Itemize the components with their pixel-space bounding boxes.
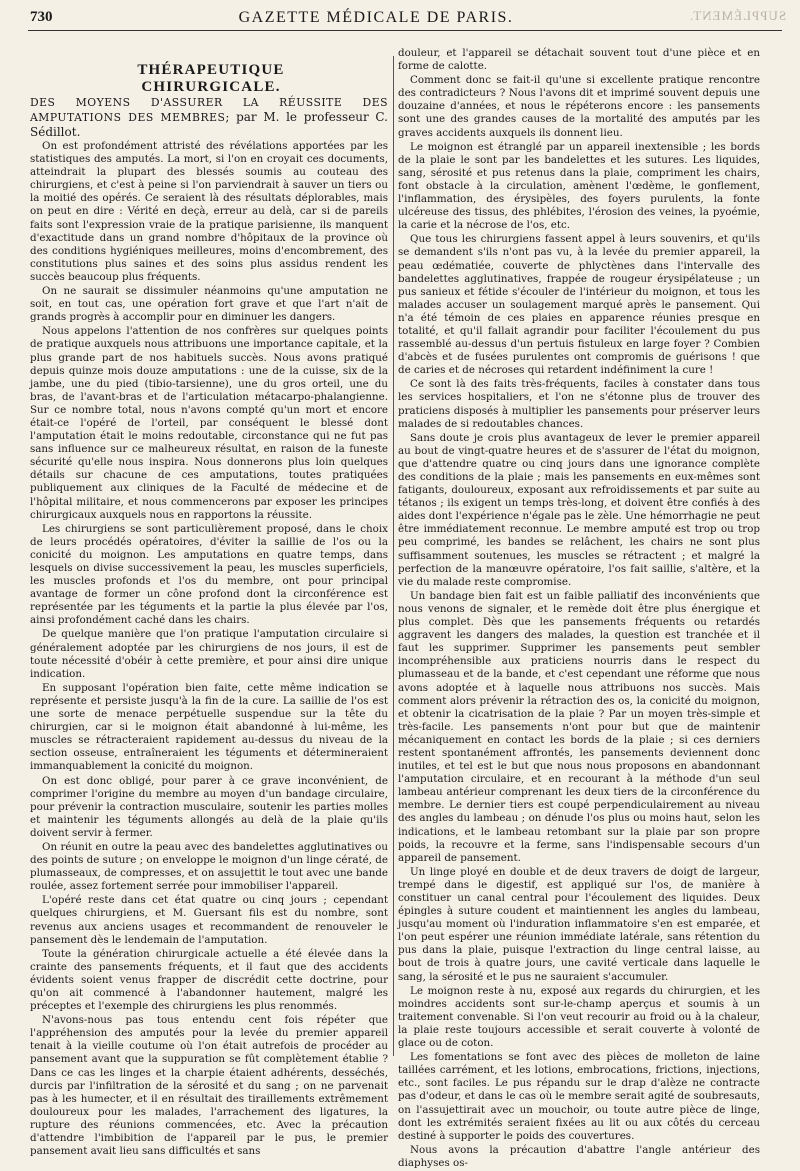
paragraph: Nous avons la précaution d'abattre l'angle antérieur des diaphyses os- [398, 1143, 760, 1169]
right-column [398, 47, 760, 1171]
left-column [30, 140, 388, 1159]
bleed-through-text: SUPPLÉMENT. [688, 8, 786, 23]
page-number: 730 [30, 9, 53, 25]
paragraph: Que tous les chirurgiens fassent appel à leurs souvenirs, et qu'ils se demandent s'ils n'ont pas vu, à la levée du premier appareil, la peau œdématiée, couverte de phlyctènes dans l'intervalle des bandelettes agglutinatives, frappée de rougeur érysipélateuse ; un pus sanieux et fétide s'écouler de l'intérieur du moignon, et tous les malades accuser un soulagement marqué après le pansement. Qui n'a été témoin de ces plaies en apparence réunies presque en totalité, et qu'il fallait agrandir pour faciliter l'écoulement du pus rassemblé au-dessus d'un pertuis fistuleux en large foyer ? Combien d'abcès et de fusées purulentes ont compromis de guérisons ! que de caries et de nécroses qui retardent indéfiniment la cure ! [398, 233, 760, 377]
paragraph: De quelque manière que l'on pratique l'amputation circulaire si généralement adoptée par les chirurgiens de nos jours, il est de toute nécessité d'obéir à cette première, et pour ainsi dire unique indication. [30, 628, 388, 680]
header-rule [28, 30, 782, 31]
paragraph: L'opéré reste dans cet état quatre ou cinq jours ; cependant quelques chirurgiens, et M. Guersant fils est du nombre, sont revenus aux anciens usages et recommandent de renouveler le pansement dès le lendemain de l'amputation. [30, 894, 388, 946]
journal-title: GAZETTE MÉDICALE DE PARIS. [238, 9, 514, 26]
paragraph: Un bandage bien fait est un faible palliatif des inconvénients que nous venons de signaler, et le remède doit être plus énergique et plus complet. Dès que les pansements fréquents ou retardés aggravent les dangers des malades, la question est tranchée et il faut les supprimer. Supprimer les pansements peut sembler incompréhensible aux praticiens nourris dans le respect du plumasseau et de la bande, et c'est cependant une réforme que nous avons adoptée et à laquelle nous attribuons nos succès. Mais comment alors prévenir la rétraction des os, la conicité du moignon, et obtenir la cicatrisation de la plaie ? Par un moyen très-simple et très-facile. Les pansements n'ont pour but que de maintenir mécaniquement en contact les bords de la plaie ; si ces derniers restent spontanément affrontés, les pansements deviennent donc inutiles, et tel est le but que nous nous proposons en abandonnant l'amputation circulaire, et en recourant à la méthode d'un seul lambeau antérieur comprenant les deux tiers de la circonférence du membre. Le dernier tiers est coupé perpendiculairement au niveau des angles du lambeau ; on dénude l'os plus ou moins haut, selon les indications, et le lambeau retombant sur la plaie par son propre poids, la recouvre et la ferme, sans l'indispensable secours d'un appareil de pansement. [398, 589, 760, 864]
paragraph: On est profondément attristé des révélations apportées par les statistiques des amputés. La mort, si l'on en croyait ces documents, atteindrait la plupart des blessés soumis au couteau des chirurgiens, et c'est à peine si l'on parviendrait à sauver un tiers ou la moitié des opérés. Ce seraient là des résultats déplorables, mais on peut en dire : Vérité en deçà, erreur au delà, car si de pareils faits sont l'expression vraie de la pratique parisienne, ils manquent d'exactitude dans un grand nombre d'hôpitaux de la province où des conditions hygiéniques meilleures, moins d'encombrement, des constitutions plus saines et des soins plus assidus rendent les succès beaucoup plus fréquents. [30, 140, 388, 283]
paragraph: En supposant l'opération bien faite, cette même indication se représente et persiste jusqu'à la fin de la cure. La saillie de l'os est une sorte de menace perpétuelle suspendue sur la tête du chirurgien, car si le moignon était abandonné à lui-même, les muscles se rétracteraient rapidement au-dessus du niveau de la section osseuse, entraîneraient les téguments et détermineraient immanquablement la conicité du moignon. [30, 681, 388, 773]
article-title-text: DES MOYENS D'ASSURER LA RÉUSSITE DES AMPUTATIONS DES MEMBRES [30, 96, 388, 124]
section-title: THÉRAPEUTIQUE CHIRURGICALE. [137, 62, 285, 95]
paragraph: Comment donc se fait-il qu'une si excellente pratique rencontre des contradicteurs ? Nous l'avons dit et imprimé souvent depuis une douzaine d'années, et nous le répéterons encore : les pansements sont une des grandes causes de la mortalité des amputés par les graves accidents auxquels ils donnent lieu. [398, 74, 760, 139]
paragraph: N'avons-nous pas tous entendu cent fois répéter que l'appréhension des amputés pour la levée du premier appareil tenait à la vieille coutume où l'on était autrefois de procéder au pansement avant que la suppuration se fût complètement établie ? Dans ce cas les linges et la charpie étaient adhérents, desséchés, durcis par l'infiltration de la sérosité et du sang ; on ne parvenait pas à les humecter, et il en résultait des tiraillements extrêmement douloureux pour les malades, l'arrachement des ligatures, la rupture des réunions commencées, etc. Avec la précaution d'attendre l'imbibition de l'appareil par le pus, le premier pansement avait lieu sans difficultés et sans [30, 1014, 388, 1158]
paragraph: On réunit en outre la peau avec des bandelettes agglutinatives ou des points de suture ; on enveloppe le moignon d'un linge cératé, de plumasseaux, de compresses, et on assujettit le tout avec une bande roulée, assez fortement serrée pour immobiliser l'appareil. [30, 840, 389, 893]
article-title [30, 96, 388, 140]
paragraph: Toute la génération chirurgicale actuelle a été élevée dans la crainte des pansements fréquents, et il faut que des accidents évidents soient venus frapper de discrédit cette doctrine, pour qu'on ait commencé à l'abandonner hautement, malgré les préceptes et l'exemple des chirurgiens les plus renommés. [30, 947, 388, 1013]
paragraph: On est donc obligé, pour parer à ce grave inconvénient, de comprimer l'origine du membre au moyen d'un bandage circulaire, pour prévenir la contraction musculaire, soutenir les parties molles et maintenir les téguments allongés au delà de la plaie qu'ils doivent servir à fermer. [30, 774, 388, 839]
paragraph: douleur, et l'appareil se détachait souvent tout d'une pièce et en forme de calotte. [398, 47, 760, 73]
paragraph: On ne saurait se dissimuler néanmoins qu'une amputation ne soit, en tout cas, une opération fort grave et que l'art n'ait de grands progrès à accomplir pour en diminuer les dangers. [30, 285, 388, 324]
paragraph: Le moignon reste à nu, exposé aux regards du chirurgien, et les moindres accidents sont sur-le-champ aperçus et soumis à un traitement convenable. Si l'on veut recourir au froid ou à la chaleur, la plaie reste toujours accessible et serait couverte à volonté de glace ou de coton. [398, 984, 760, 1050]
paragraph: Un linge ployé en double et de deux travers de doigt de largeur, trempé dans le digestif, est appliqué sur l'os, de manière à constituer un canal central pour l'écoulement des liquides. Deux épingles à suture coudent et maintiennent les angles du lambeau, jusqu'au moment où l'induration inflammatoire s'en est emparée, et l'on peut espérer une réunion immédiate latérale, sans rétention du pus dans la plaie, puisque l'extraction du linge central laisse, au bout de trois à quatre jours, une cavité verticale dans laquelle le sang, la sérosité et le pus ne sauraient s'accumuler. [398, 865, 760, 983]
page-header [22, 6, 790, 28]
paragraph: Ce sont là des faits très-fréquents, faciles à constater dans tous les services hospitaliers, et l'on ne s'étonne plus de trouver des praticiens disposés à multiplier les pansements pour préserver leurs malades de si redoutables chances. [398, 378, 760, 430]
paragraph: Les chirurgiens se sont particulièrement proposé, dans le choix de leurs procédés opératoires, d'éviter la saillie de l'os ou la conicité du moignon. Les amputations en quatre temps, dans lesquels on divise successivement la peau, les muscles superficiels, les muscles profonds et l'os du membre, ont pour principal avantage de former un cône profond dont la circonférence est représentée par les téguments et la partie la plus élevée par l'os, ainsi profondément caché dans les chairs. [30, 522, 388, 627]
paragraph: Le moignon est étranglé par un appareil inextensible ; les bords de la plaie le sont par les bandelettes et les sutures. Les liquides, sang, sérosité et pus retenus dans la plaie, compriment les chairs, font obstacle à la circulation, amènent l'œdème, le gonflement, l'inflammation, des érysipèles, des foyers purulents, la fonte ulcéreuse des tissus, des phlébites, l'érosion des veines, la pyoémie, la carie et la nécrose de l'os, etc. [398, 140, 760, 232]
paragraph: Nous appelons l'attention de nos confrères sur quelques points de pratique auxquels nous attribuons une importance capitale, et la plus grande part de nos habituels succès. Nous avons pratiqué depuis quinze mois douze amputations : une de la cuisse, six de la jambe, une du pied (tibio-tarsienne), une du gros orteil, une du bras, de l'avant-bras et de l'articulation métacarpo-phalangienne. Sur ce nombre total, nous n'avons compté qu'un mort et encore était-ce l'opéré de l'orteil, par conséquent le blessé dont l'amputation était le moins redoutable, circonstance qui ne fut pas sans influence sur ce malheureux résultat, en raison de la funeste sécurité qu'elle nous inspira. Nous donnerons plus loin quelques détails sur chacune de ces amputations, toutes pratiquées publiquement aux cliniques de la Faculté de médecine et de l'hôpital militaire, et nous commencerons par exposer les principes chirurgicaux auxquels nous en rapportons la réussite. [30, 325, 388, 521]
paragraph: Les fomentations se font avec des pièces de molleton de laine taillées carrément, et les lotions, embrocations, frictions, injections, etc., sont faciles. Le pus répandu sur le drap d'alèze ne contracte pas d'odeur, et dans le cas où le membre serait agité de soubresauts, on l'assujettirait avec un mouchoir, ou toute autre pièce de linge, dont les extrémités seraient fixées au lit ou aux côtés du cerceau destiné à supporter le poids des couvertures. [398, 1051, 760, 1142]
article-author: ; par M. le professeur C. Sédillot. [30, 110, 388, 139]
column-divider [393, 56, 394, 1056]
paragraph: Sans doute je crois plus avantageux de lever le premier appareil au bout de vingt-quatre heures et de s'assurer de l'état du moignon, que d'attendre quatre ou cinq jours dans une ignorance complète des conditions de la plaie ; mais les pansements en eux-mêmes sont fatigants, douloureux, exposant aux refroidissements et par suite au tétanos ; ils exigent un temps très-long, et doivent être confiés à des aides dont l'expérience n'égale pas le zèle. Une hémorrhagie ne peut être immédiatement reconnue. Le membre amputé est trop ou trop peu comprimé, les bandes se relâchent, les chairs ne sont plus suffisamment soutenues, les muscles se rétractent ; et malgré la perfection de la manœuvre opératoire, l'os fait saillie, s'altère, et la vie du malade reste compromise. [398, 431, 760, 588]
